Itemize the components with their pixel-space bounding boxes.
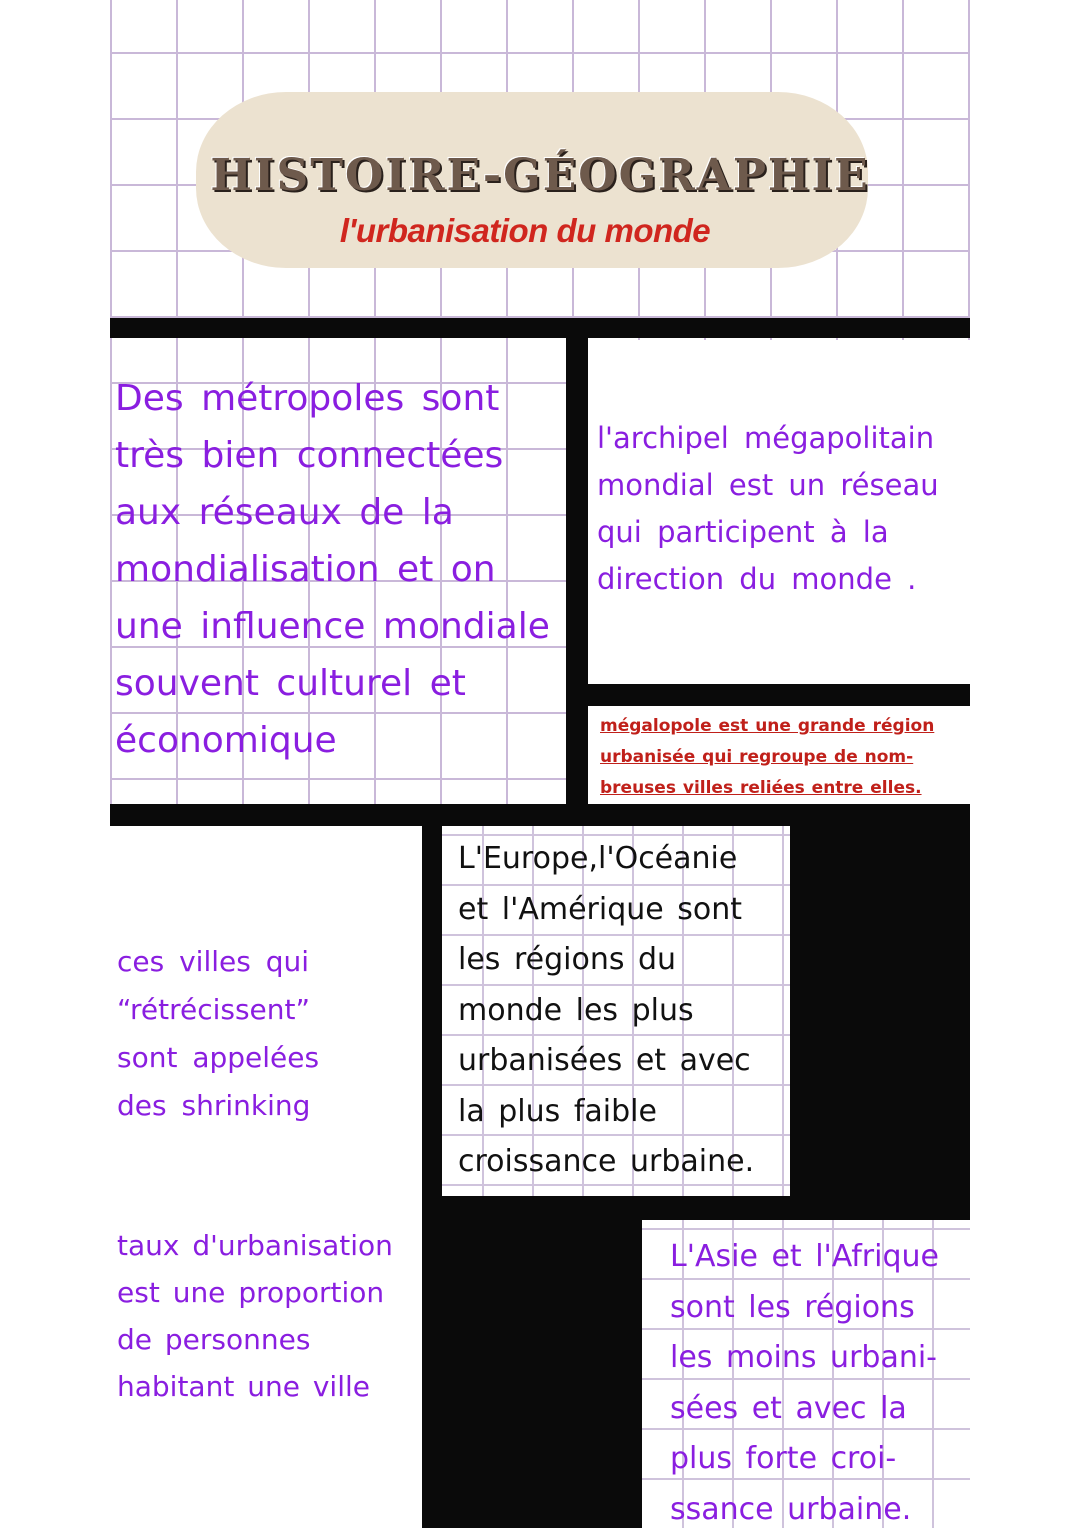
divider-bar-vertical	[566, 318, 588, 808]
divider-bar-right	[588, 684, 970, 706]
megalopole-note: mégalopole est une grande région urbanisée qui regroupe de nom- breuses villes reliées entre elles.	[600, 716, 935, 798]
left-notes-card	[110, 826, 422, 1528]
archipel-note: l'archipel mégapolitain mondial est un réseau qui participent à la direction du monde .	[597, 421, 939, 596]
taux-note: taux d'urbanisation est une proportion de personnes habitant une ville	[117, 1229, 393, 1403]
shrinking-note: ces villes qui “rétrécissent” sont appelées des shrinking	[117, 945, 320, 1122]
asie-note: L'Asie et l'Afrique sont les régions les moins urbani- sées et avec la plus forte croi- ssance urbaine.	[670, 1239, 939, 1527]
europe-note: L'Europe,l'Océanie et l'Amérique sont les régions du monde les plus urbanisées et avec la plus faible croissance urbaine.	[458, 841, 755, 1179]
divider-bar-top	[110, 318, 970, 338]
page-title: HISTOIRE-GÉOGRAPHIE	[210, 150, 870, 201]
metropoles-note: Des métropoles sont très bien connectées aux réseaux de la mondialisation et on une influence mondiale souvent culturel et économique	[115, 378, 550, 761]
notebook-page	[110, 0, 970, 1528]
page-subtitle: l'urbanisation du monde	[339, 212, 711, 249]
